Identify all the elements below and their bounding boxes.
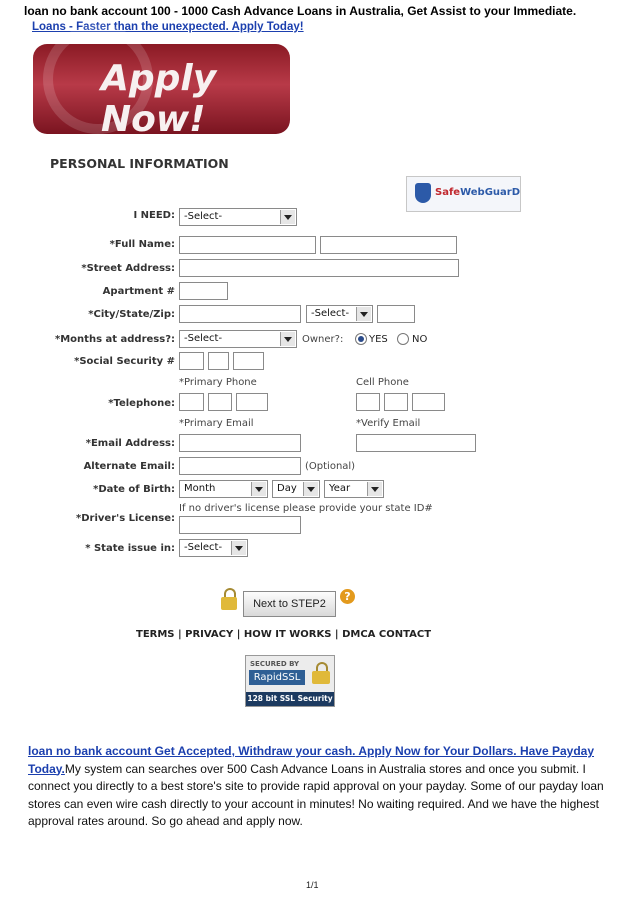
verify-email-note: *Verify Email [356, 418, 421, 429]
license-hint-note: If no driver's license please provide your state ID# [179, 503, 433, 514]
owner-yes-label: YES [369, 334, 388, 345]
chevron-down-icon [367, 482, 382, 496]
date-of-birth-label: *Date of Birth: [93, 484, 175, 495]
lock-icon [221, 588, 237, 610]
i-need-select[interactable]: -Select- [179, 208, 297, 226]
cell-area-input[interactable] [356, 393, 380, 411]
alternate-email-label: Alternate Email: [83, 461, 175, 472]
ssn-part1-input[interactable] [179, 352, 204, 370]
help-icon[interactable]: ? [340, 589, 355, 604]
drivers-license-label: *Driver's License: [76, 513, 175, 524]
cell-phone-note: Cell Phone [356, 377, 409, 388]
phone-line-input[interactable] [236, 393, 268, 411]
owner-no-radio[interactable] [397, 333, 409, 345]
ssl-secured-by: SECURED BY [250, 660, 300, 668]
chevron-down-icon [231, 541, 246, 555]
next-step-button[interactable]: Next to STEP2 [243, 591, 336, 617]
apartment-input[interactable] [179, 282, 228, 300]
rapidssl-badge [245, 655, 335, 707]
section-title: PERSONAL INFORMATION [50, 156, 229, 171]
email-address-label: *Email Address: [85, 438, 175, 449]
dob-day-select[interactable]: Day [272, 480, 320, 498]
full-name-label: *Full Name: [109, 239, 175, 250]
alternate-email-input[interactable] [179, 457, 301, 475]
footer-links[interactable]: TERMS | PRIVACY | HOW IT WORKS | DMCA CONTACT [136, 629, 432, 640]
email-input[interactable] [179, 434, 301, 452]
social-security-label: *Social Security # [74, 356, 175, 367]
chevron-down-icon [303, 482, 318, 496]
telephone-label: *Telephone: [108, 398, 175, 409]
primary-email-note: *Primary Email [179, 418, 254, 429]
header-link[interactable]: Loans - Faster than the unexpected. Apply Today! [32, 21, 304, 33]
owner-yes-radio[interactable] [355, 333, 367, 345]
padlock-icon [312, 662, 330, 684]
shield-icon [415, 183, 431, 203]
phone-prefix-input[interactable] [208, 393, 232, 411]
apartment-label: Apartment # [102, 286, 175, 297]
cell-prefix-input[interactable] [384, 393, 408, 411]
state-issue-label: * State issue in: [85, 543, 175, 554]
body-text: My system can searches over 500 Cash Advance Loans in Australia stores and once you submit. I connect you directly to a best store's site to provide rapid approval on your payday. Some of our payday loan stores can even wire cash directly to your account in minutes! No waiting required. And we have the highest approval rates around. So go ahead and apply now. [28, 761, 604, 828]
i-need-label: I NEED: [133, 210, 175, 221]
primary-phone-note: *Primary Phone [179, 377, 257, 388]
page-number: 1/1 [306, 880, 319, 890]
chevron-down-icon [280, 210, 295, 224]
dob-year-select[interactable]: Year [324, 480, 384, 498]
city-state-zip-label: *City/State/Zip: [88, 309, 175, 320]
drivers-license-input[interactable] [179, 516, 301, 534]
phone-area-input[interactable] [179, 393, 204, 411]
owner-label: Owner?: [302, 334, 344, 345]
chevron-down-icon [251, 482, 266, 496]
last-name-input[interactable] [320, 236, 457, 254]
safe-badge-part2: WebGuarD [460, 187, 521, 198]
body-paragraph [28, 743, 613, 831]
first-name-input[interactable] [179, 236, 316, 254]
street-address-input[interactable] [179, 259, 459, 277]
safewebguard-badge [406, 176, 521, 212]
chevron-down-icon [356, 307, 371, 321]
ssl-strength: 128 bit SSL Security [246, 692, 334, 706]
optional-note: (Optional) [305, 461, 356, 472]
dob-month-select[interactable]: Month [179, 480, 268, 498]
months-select[interactable]: -Select- [179, 330, 297, 348]
chevron-down-icon [280, 332, 295, 346]
page-title: loan no bank account 100 - 1000 Cash Advance Loans in Australia, Get Assist to your Immediate. [24, 4, 577, 18]
ssn-part3-input[interactable] [233, 352, 264, 370]
ssl-brand: RapidSSL [249, 670, 305, 685]
verify-email-input[interactable] [356, 434, 476, 452]
banner-text: Apply Now! [101, 58, 217, 140]
body-link[interactable]: loan no bank account Get Accepted, Withdraw your cash. Apply Now for Your Dollars. Have Payday Today. [28, 744, 595, 776]
months-at-address-label: *Months at address?: [55, 334, 175, 345]
city-input[interactable] [179, 305, 301, 323]
safe-badge-part1: Safe [435, 187, 461, 198]
zip-input[interactable] [377, 305, 415, 323]
street-address-label: *Street Address: [81, 263, 175, 274]
ssn-part2-input[interactable] [208, 352, 229, 370]
owner-no-label: NO [412, 334, 428, 345]
state-select[interactable]: -Select- [306, 305, 373, 323]
cell-line-input[interactable] [412, 393, 445, 411]
state-issue-select[interactable]: -Select- [179, 539, 248, 557]
